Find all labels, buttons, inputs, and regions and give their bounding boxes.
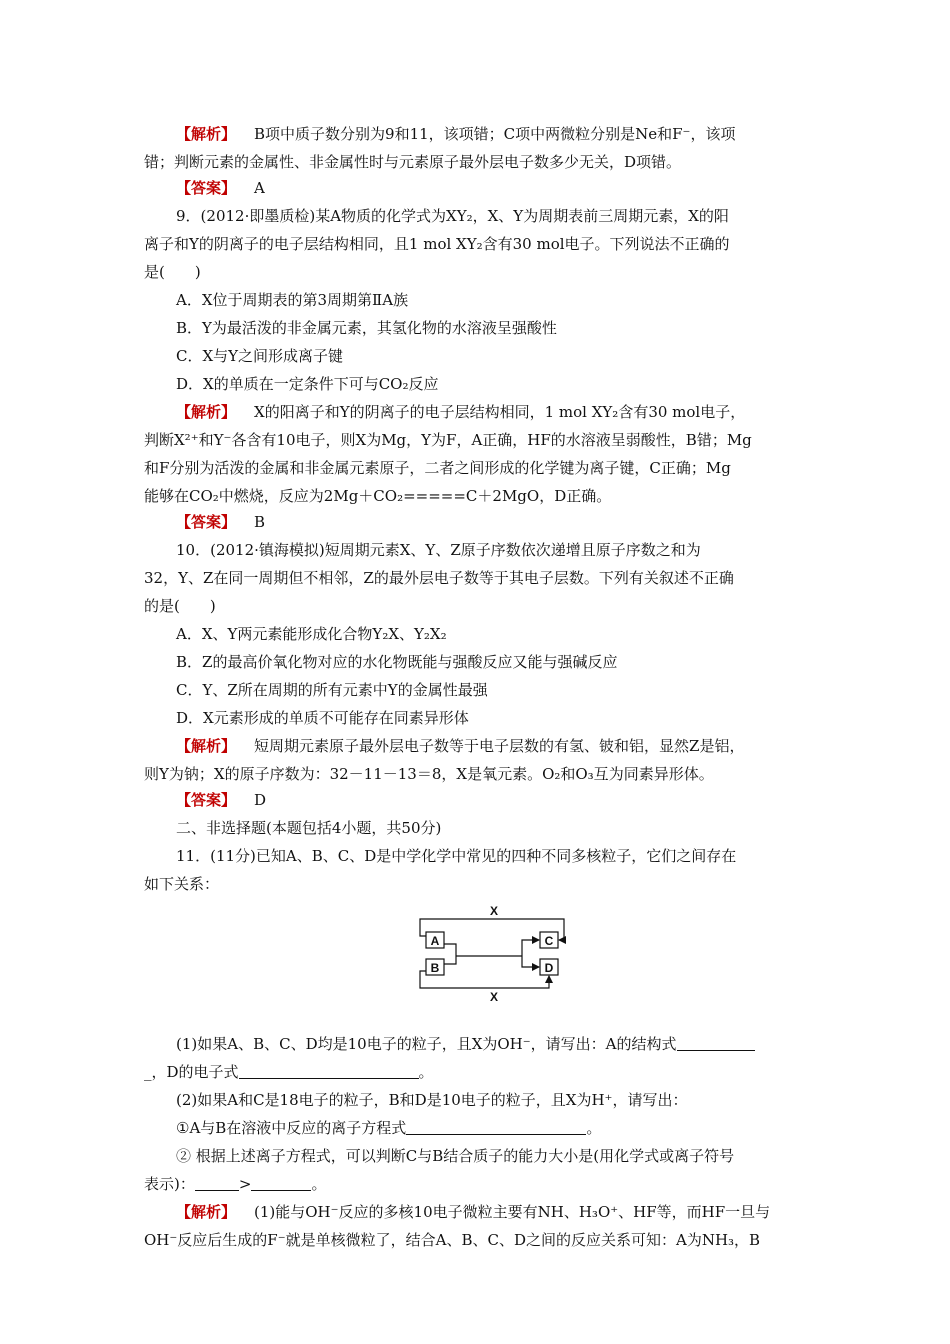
q8-answer: A bbox=[254, 179, 265, 197]
diagram-a-label: A bbox=[430, 934, 440, 948]
q11-part2b-line-2 bbox=[144, 1170, 824, 1198]
q10-analysis-text-1: 短周期元素原子最外层电子数等于电子层数的有氢、铍和铝，显然Z是铝， bbox=[254, 737, 745, 755]
q8-analysis-text-1: B项中质子数分别为9和11，该项错；C项中两微粒分别是Ne和F⁻，该项 bbox=[254, 125, 736, 143]
q11-part2b-text: 表示)： bbox=[144, 1175, 195, 1193]
q11-part2b-end: 。 bbox=[311, 1175, 327, 1193]
q8-analysis-text-2: 错；判断元素的金属性、非金属性时与元素原子最外层电子数多少无关，D项错。 bbox=[144, 153, 682, 171]
diagram-bottom-x-label: X bbox=[489, 990, 499, 1004]
answer-blank-d-electron-formula[interactable] bbox=[239, 1062, 419, 1079]
q8-analysis-line-1 bbox=[176, 120, 856, 148]
to-d-arrow bbox=[522, 956, 539, 967]
answer-tag: 【答案】 bbox=[176, 179, 237, 197]
q10-option-c: C．Y、Z所在周期的所有元素中Y的金属性最强 bbox=[176, 681, 488, 699]
q10-stem-line-1: 10．(2012·镇海模拟)短周期元素X、Y、Z原子序数依次递增且原子序数之和为 bbox=[176, 541, 701, 559]
q11-stem-line-1: 11．(11分)已知A、B、C、D是中学化学中常见的四种不同多核粒子，它们之间存在 bbox=[176, 847, 737, 865]
answer-blank-a-structure[interactable] bbox=[677, 1034, 755, 1051]
q9-analysis-text-2: 判断X²⁺和Y⁻各含有10电子，则X为Mg，Y为F，A正确，HF的水溶液呈弱酸性，B错；Mg bbox=[144, 431, 752, 449]
q11-part1-line-1 bbox=[176, 1030, 856, 1058]
analysis-tag: 【解析】 bbox=[176, 125, 237, 143]
q10-option-a: A．X、Y两元素能形成化合物Y₂X、Y₂X₂ bbox=[176, 625, 447, 643]
answer-tag: 【答案】 bbox=[176, 791, 237, 809]
q9-option-b: B．Y为最活泼的非金属元素，其氢化物的水溶液呈强酸性 bbox=[176, 319, 557, 337]
analysis-tag: 【解析】 bbox=[176, 737, 237, 755]
diagram-top-x-label: X bbox=[489, 904, 499, 918]
q10-analysis-text-2: 则Y为钠；X的原子序数为：32－11－13＝8，X是氧元素。O₂和O₃互为同素异形体。 bbox=[144, 765, 714, 783]
b-connector bbox=[444, 956, 456, 964]
diagram-c-label: C bbox=[544, 934, 554, 948]
answer-tag: 【答案】 bbox=[176, 513, 237, 531]
q9-analysis-text-3: 和F分别为活泼的金属和非金属元素原子，二者之间形成的化学键为离子键，C正确；Mg bbox=[144, 459, 731, 477]
answer-blank-stronger[interactable] bbox=[195, 1174, 239, 1191]
q9-analysis-text-1: X的阳离子和Y的阴离子的电子层结构相同，1 mol XY₂含有30 mol电子， bbox=[254, 403, 746, 421]
bottom-x-arrow bbox=[420, 971, 549, 988]
diagram-d-label: D bbox=[544, 961, 554, 975]
q9-answer: B bbox=[254, 513, 266, 531]
q10-analysis-line-1 bbox=[176, 732, 856, 760]
q9-analysis-line-1 bbox=[176, 398, 856, 426]
q11-part2b-gt: > bbox=[238, 1175, 252, 1193]
q11-part2: (2)如果A和C是18电子的粒子，B和D是10电子的粒子，且X为H⁺，请写出： bbox=[176, 1091, 688, 1109]
q11-analysis-text-2: OH⁻反应后生成的F⁻就是单核微粒了，结合A、B、C、D之间的反应关系可知：A为NH₃，B bbox=[144, 1231, 761, 1249]
q10-option-d: D．X元素形成的单质不可能存在同素异形体 bbox=[176, 709, 469, 727]
q9-option-a: A．X位于周期表的第3周期第ⅡA族 bbox=[176, 291, 409, 309]
q11-analysis-text-1: (1)能与OH⁻反应的多核10电子微粒主要有NH、H₃O⁺、HF等，而HF一旦与 bbox=[254, 1203, 771, 1221]
diagram-b-label: B bbox=[430, 961, 440, 975]
q11-part2b-line-1: ② 根据上述离子方程式，可以判断C与B结合质子的能力大小是(用化学式或离子符号 bbox=[176, 1147, 735, 1165]
q10-stem-line-3: 的是( ) bbox=[144, 597, 216, 615]
a-connector bbox=[444, 944, 456, 956]
q9-answer-line bbox=[176, 508, 856, 536]
q10-answer: D bbox=[254, 791, 267, 809]
q11-part1-text: (1)如果A、B、C、D均是10电子的粒子，且X为OH⁻，请写出：A的结构式 bbox=[176, 1035, 677, 1053]
q9-stem-line-3: 是( ) bbox=[144, 263, 201, 281]
q11-part1-end: 。 bbox=[418, 1063, 434, 1081]
analysis-tag: 【解析】 bbox=[176, 1203, 237, 1221]
q8-answer-line bbox=[176, 174, 856, 202]
q9-option-c: C．X与Y之间形成离子键 bbox=[176, 347, 344, 365]
q11-analysis-line-1 bbox=[176, 1198, 856, 1226]
q11-stem-line-2: 如下关系： bbox=[144, 875, 220, 893]
q9-stem-line-1: 9．(2012·即墨质检)某A物质的化学式为XY₂，X、Y为周期表前三周期元素，X的阳 bbox=[176, 207, 729, 225]
answer-blank-ionic-equation[interactable] bbox=[406, 1118, 586, 1135]
section-heading: 二、非选择题(本题包括4小题，共50分) bbox=[176, 819, 442, 837]
analysis-tag: 【解析】 bbox=[176, 403, 237, 421]
q10-answer-line bbox=[176, 786, 856, 814]
q9-analysis-text-4: 能够在CO₂中燃烧，反应为2Mg＋CO₂=====C＋2MgO，D正确。 bbox=[144, 487, 612, 505]
q11-part2a-text: ①A与B在溶液中反应的离子方程式 bbox=[176, 1119, 407, 1137]
q9-option-d: D．X的单质在一定条件下可与CO₂反应 bbox=[176, 375, 439, 393]
q11-part1-text-2: _，D的电子式 bbox=[144, 1063, 239, 1081]
answer-blank-weaker[interactable] bbox=[251, 1174, 311, 1191]
q11-part1-line-2 bbox=[144, 1058, 824, 1086]
q9-stem-line-2: 离子和Y的阴离子的电子层结构相同，且1 mol XY₂含有30 mol电子。下列说法不正确的 bbox=[144, 235, 730, 253]
q10-stem-line-2: 32，Y、Z在同一周期但不相邻，Z的最外层电子数等于其电子层数。下列有关叙述不正确 bbox=[144, 569, 734, 587]
top-x-arrow bbox=[420, 919, 564, 940]
reaction-diagram bbox=[410, 898, 570, 1008]
q11-part2a-line bbox=[176, 1114, 856, 1142]
q10-option-b: B．Z的最高价氧化物对应的水化物既能与强酸反应又能与强碱反应 bbox=[176, 653, 618, 671]
q11-part2a-end: 。 bbox=[586, 1119, 602, 1137]
to-c-arrow bbox=[522, 940, 539, 956]
